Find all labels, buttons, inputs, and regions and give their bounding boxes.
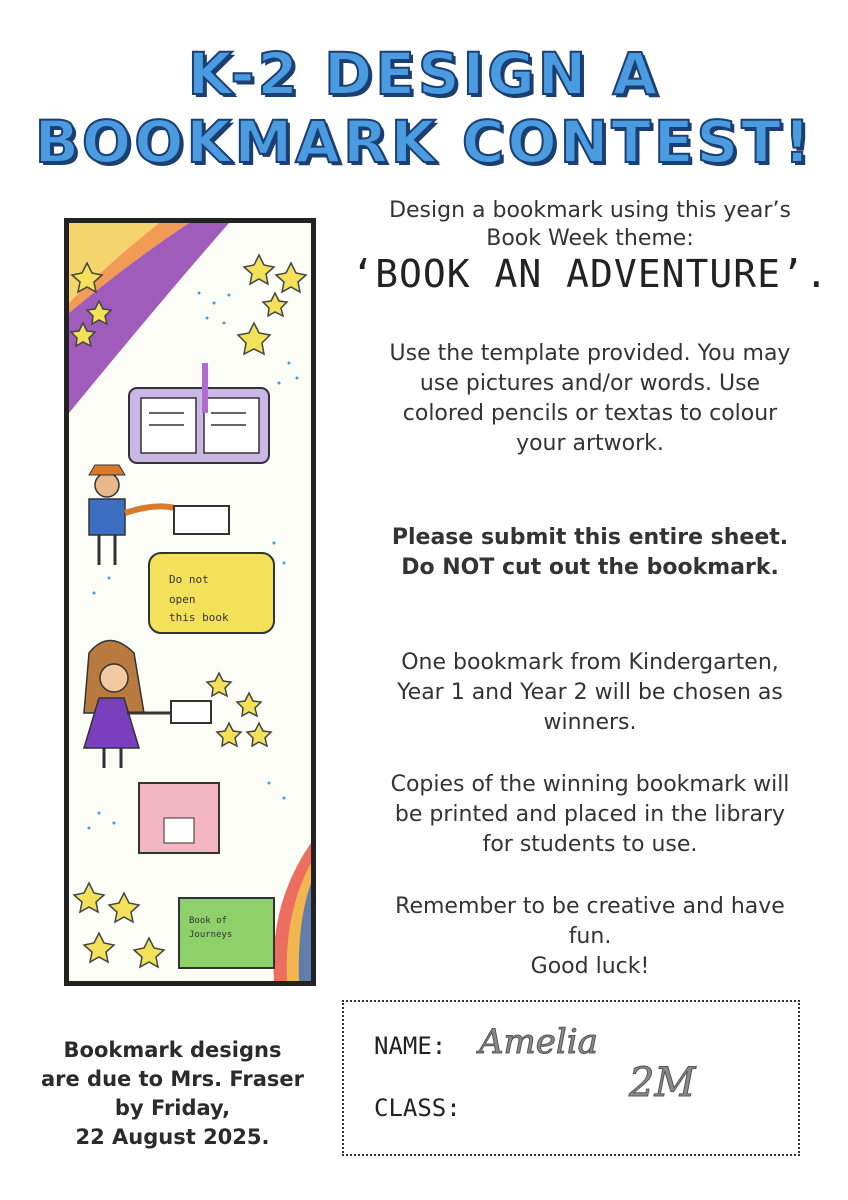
copies-line1: Copies of the winning bookmark will: [390, 772, 790, 797]
submit-line2: Do NOT cut out the bookmark.: [401, 555, 779, 580]
bookmark-artwork: [69, 223, 311, 981]
deadline-notice: [20, 1036, 325, 1152]
deadline-line1: Bookmark designs: [63, 1038, 282, 1062]
svg-text:open: open: [169, 593, 196, 606]
svg-text:Book of: Book of: [189, 916, 227, 926]
winners-line3: winners.: [543, 710, 637, 735]
remember-line3: Good luck!: [530, 954, 650, 979]
remember-line2: fun.: [568, 924, 612, 949]
template-line3: colored pencils or textas to colour: [402, 401, 778, 426]
name-value: Amelia: [479, 1022, 598, 1062]
instruction-intro-line2: Book Week theme:: [486, 226, 694, 251]
theme-title: ‘BOOK AN ADVENTURE’.: [351, 252, 829, 296]
svg-text:this book: this book: [169, 611, 229, 624]
copies-line2: be printed and placed in the library: [394, 802, 786, 827]
class-value: 2M: [629, 1060, 696, 1106]
svg-text:Do not: Do not: [169, 573, 209, 586]
winners-line2: Year 1 and Year 2 will be chosen as: [397, 680, 783, 705]
submit-line1: Please submit this entire sheet.: [391, 525, 789, 550]
copies-line3: for students to use.: [482, 832, 698, 857]
contest-title-line1: K-2 DESIGN A: [187, 40, 661, 108]
entry-details-box: [342, 1000, 800, 1156]
deadline-line2: are due to Mrs. Fraser: [40, 1067, 305, 1091]
instruction-intro-line1: Design a bookmark using this year’s: [389, 198, 791, 223]
svg-text:Journeys: Journeys: [189, 930, 233, 940]
remember-line1: Remember to be creative and have: [395, 894, 785, 919]
contest-title-line2: BOOKMARK CONTEST!: [34, 108, 814, 176]
deadline-line3: by Friday,: [114, 1096, 231, 1120]
template-line4: your artwork.: [516, 431, 664, 456]
class-label: CLASS:: [374, 1094, 461, 1122]
deadline-line4: 22 August 2025.: [75, 1125, 270, 1149]
winners-line1: One bookmark from Kindergarten,: [401, 650, 779, 675]
name-label: NAME:: [374, 1032, 447, 1060]
bookmark-drawing: [64, 218, 316, 986]
template-line2: use pictures and/or words. Use: [419, 371, 761, 396]
template-line1: Use the template provided. You may: [389, 341, 791, 366]
